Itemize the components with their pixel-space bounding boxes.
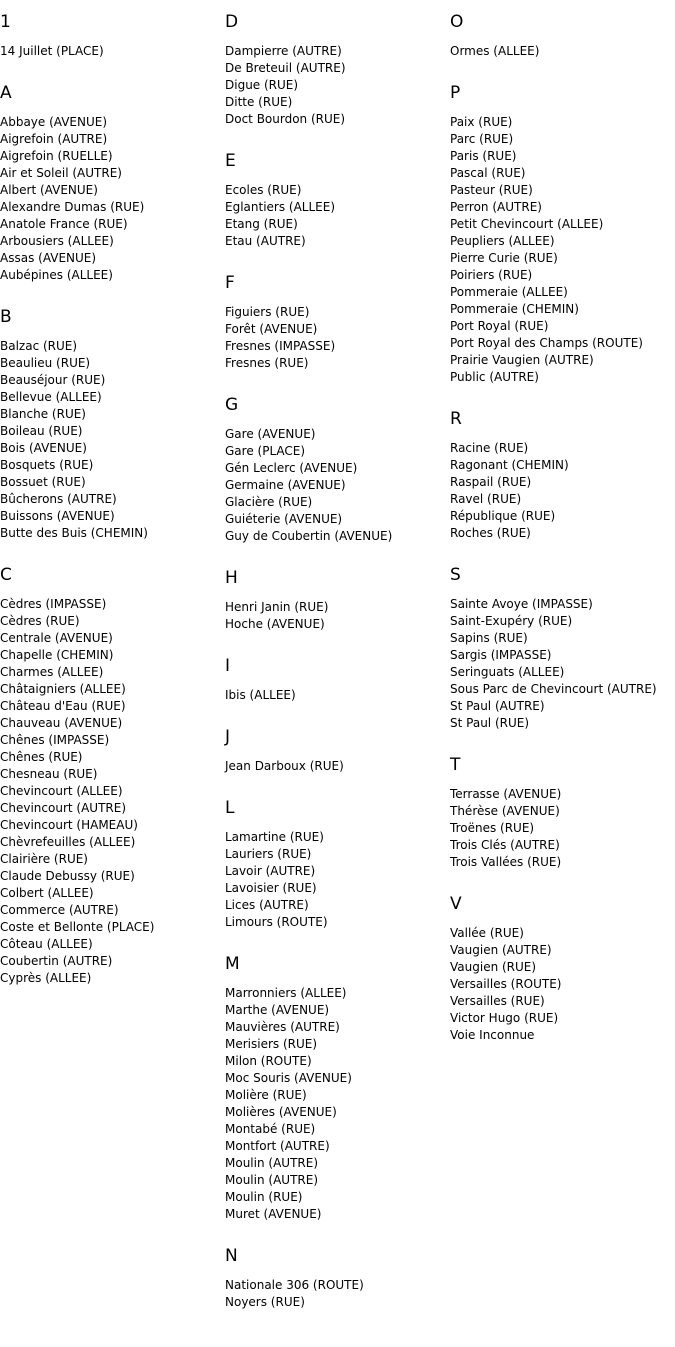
street-item: Gén Leclerc (AVENUE) [225,461,358,475]
street-item: Air et Soleil (AUTRE) [0,166,122,180]
street-item: Château d'Eau (RUE) [0,699,126,713]
street-item: Balzac (RUE) [0,339,78,353]
street-item: Vallée (RUE) [450,926,524,940]
street-item: Doct Bourdon (RUE) [225,112,346,126]
street-item: Chauveau (AVENUE) [0,716,123,730]
street-item: Alexandre Dumas (RUE) [0,200,145,214]
letter-group [225,12,450,128]
street-item: Molières (AVENUE) [225,1105,337,1119]
street-item: Figuiers (RUE) [225,305,310,319]
street-item: Victor Hugo (RUE) [450,1011,559,1025]
letter-heading: M [225,954,240,974]
street-item: Versailles (ROUTE) [450,977,562,991]
street-list [450,114,675,386]
street-item: Chevincourt (AUTRE) [0,801,127,815]
letter-heading: B [0,307,12,327]
street-item: Chevincourt (ALLEE) [0,784,123,798]
street-item: Aigrefoin (AUTRE) [0,132,108,146]
letter-group [225,727,450,775]
street-item: Beaulieu (RUE) [0,356,91,370]
street-item: Boileau (RUE) [0,424,83,438]
street-list [225,426,450,545]
street-item: Digue (RUE) [225,78,299,92]
street-item: Guiéterie (AVENUE) [225,512,343,526]
street-item: Côteau (ALLEE) [0,937,93,951]
street-item: Etang (RUE) [225,217,298,231]
letter-heading: S [450,565,461,585]
street-item: République (RUE) [450,509,556,523]
street-item: Voie Inconnue [450,1028,535,1042]
letter-group [450,894,675,1044]
street-item: 14 Juillet (PLACE) [0,44,104,58]
street-item: Germaine (AVENUE) [225,478,346,492]
street-item: Aubépines (ALLEE) [0,268,113,282]
letter-heading: L [225,798,235,818]
letter-group [450,755,675,871]
street-item: Bosquets (RUE) [0,458,94,472]
street-item: Ibis (ALLEE) [225,688,296,702]
street-item: Poiriers (RUE) [450,268,533,282]
street-item: Guy de Coubertin (AVENUE) [225,529,393,543]
street-item: Sargis (IMPASSE) [450,648,552,662]
street-item: Chesneau (RUE) [0,767,98,781]
street-item: Peupliers (ALLEE) [450,234,555,248]
street-item: Chênes (RUE) [0,750,83,764]
street-item: Eglantiers (ALLEE) [225,200,336,214]
letter-heading: H [225,568,238,588]
street-item: Jean Darboux (RUE) [225,759,344,773]
letter-group [450,565,675,732]
street-item: Troënes (RUE) [450,821,535,835]
street-item: Lamartine (RUE) [225,830,324,844]
street-item: Mauvières (AUTRE) [225,1020,340,1034]
street-item: Henri Janin (RUE) [225,600,329,614]
street-item: Lavoir (AUTRE) [225,864,316,878]
street-item: Pascal (RUE) [450,166,526,180]
street-item: Fresnes (IMPASSE) [225,339,336,353]
letter-group [450,409,675,542]
street-item: Terrasse (AVENUE) [450,787,562,801]
street-item: Pierre Curie (RUE) [450,251,558,265]
street-item: Bûcherons (AUTRE) [0,492,117,506]
street-item: Forêt (AVENUE) [225,322,318,336]
street-item: Milon (ROUTE) [225,1054,312,1068]
letter-group [450,83,675,386]
street-item: Nationale 306 (ROUTE) [225,1278,364,1292]
street-index-column-2 [225,0,450,1311]
letter-group [225,273,450,372]
letter-group [0,83,225,284]
street-item: Pommeraie (ALLEE) [450,285,568,299]
street-item: Ragonant (CHEMIN) [450,458,569,472]
street-item: Marronniers (ALLEE) [225,986,347,1000]
street-list [0,114,225,284]
letter-heading: N [225,1246,238,1266]
street-item: Aigrefoin (RUELLE) [0,149,113,163]
letter-group [225,954,450,1223]
street-item: De Breteuil (AUTRE) [225,61,346,75]
street-list [450,43,675,60]
street-item: Coste et Bellonte (PLACE) [0,920,155,934]
street-list [0,596,225,987]
street-item: Public (AUTRE) [450,370,539,384]
street-item: St Paul (RUE) [450,716,530,730]
street-list [450,596,675,732]
street-index-column-1 [0,0,225,987]
letter-heading: A [0,83,12,103]
street-item: Charmes (ALLEE) [0,665,104,679]
street-list [450,786,675,871]
street-item: Muret (AVENUE) [225,1207,322,1221]
street-item: Sapins (RUE) [450,631,528,645]
street-item: Merisiers (RUE) [225,1037,318,1051]
street-list [0,43,225,60]
street-item: Butte des Buis (CHEMIN) [0,526,148,540]
street-item: Hoche (AVENUE) [225,617,325,631]
street-list [225,43,450,128]
street-item: Bois (AVENUE) [0,441,87,455]
street-item: Etau (AUTRE) [225,234,306,248]
street-item: Chênes (IMPASSE) [0,733,110,747]
street-item: Arbousiers (ALLEE) [0,234,114,248]
street-list [225,985,450,1223]
letter-group [225,798,450,931]
letter-group [0,565,225,987]
street-item: Clairière (RUE) [0,852,88,866]
street-item: Ormes (ALLEE) [450,44,540,58]
street-item: Cèdres (RUE) [0,614,80,628]
street-item: Ravel (RUE) [450,492,522,506]
street-item: Raspail (RUE) [450,475,532,489]
street-item: Trois Vallées (RUE) [450,855,562,869]
letter-heading: V [450,894,462,914]
street-index-column-3 [450,0,675,1044]
street-item: Chevincourt (HAMEAU) [0,818,138,832]
street-item: Paix (RUE) [450,115,513,129]
street-item: Moulin (AUTRE) [225,1156,318,1170]
street-item: Centrale (AVENUE) [0,631,113,645]
letter-heading: O [450,12,464,32]
street-item: Versailles (RUE) [450,994,545,1008]
street-item: Sous Parc de Chevincourt (AUTRE) [450,682,657,696]
street-item: Pasteur (RUE) [450,183,533,197]
letter-group [225,1246,450,1311]
letter-group [225,568,450,633]
street-item: Prairie Vaugien (AUTRE) [450,353,594,367]
street-item: Pommeraie (CHEMIN) [450,302,579,316]
street-list [225,304,450,372]
street-list [450,925,675,1044]
street-item: Molière (RUE) [225,1088,307,1102]
street-list [225,829,450,931]
street-item: Cyprès (ALLEE) [0,971,92,985]
street-item: Assas (AVENUE) [0,251,97,265]
letter-heading: D [225,12,239,32]
street-item: Marthe (AVENUE) [225,1003,330,1017]
letter-heading: P [450,83,461,103]
letter-group [0,307,225,542]
street-item: Ecoles (RUE) [225,183,302,197]
letter-heading: J [225,727,231,747]
street-item: Roches (RUE) [450,526,531,540]
street-item: Vaugien (AUTRE) [450,943,552,957]
street-item: Thérèse (AVENUE) [450,804,560,818]
street-item: Châtaigniers (ALLEE) [0,682,126,696]
street-item: Vaugien (RUE) [450,960,537,974]
street-item: Anatole France (RUE) [0,217,128,231]
street-item: Saint-Exupéry (RUE) [450,614,573,628]
letter-group [450,12,675,60]
letter-heading: F [225,273,235,293]
street-item: Coubertin (AUTRE) [0,954,113,968]
street-item: Blanche (RUE) [0,407,86,421]
letter-heading: R [450,409,462,429]
street-list [450,440,675,542]
street-item: Montfort (AUTRE) [225,1139,330,1153]
street-item: Beauséjour (RUE) [0,373,106,387]
street-list [225,687,450,704]
street-item: Buissons (AVENUE) [0,509,115,523]
street-item: Lauriers (RUE) [225,847,312,861]
letter-heading: C [0,565,12,585]
street-item: Chèvrefeuilles (ALLEE) [0,835,136,849]
letter-heading: G [225,395,239,415]
street-item: Glacière (RUE) [225,495,313,509]
street-item: Claude Debussy (RUE) [0,869,135,883]
letter-group [225,395,450,545]
street-item: Commerce (AUTRE) [0,903,119,917]
letter-heading: E [225,151,236,171]
street-item: Cèdres (IMPASSE) [0,597,107,611]
street-item: Perron (AUTRE) [450,200,542,214]
street-item: Ditte (RUE) [225,95,293,109]
street-item: St Paul (AUTRE) [450,699,545,713]
street-item: Paris (RUE) [450,149,517,163]
street-item: Port Royal (RUE) [450,319,549,333]
street-item: Racine (RUE) [450,441,529,455]
street-item: Parc (RUE) [450,132,514,146]
street-item: Chapelle (CHEMIN) [0,648,114,662]
street-item: Lavoisier (RUE) [225,881,317,895]
letter-heading: T [450,755,461,775]
street-item: Moulin (RUE) [225,1190,303,1204]
street-list [225,599,450,633]
letter-heading: 1 [0,12,11,32]
letter-group [225,151,450,250]
street-item: Trois Clés (AUTRE) [450,838,560,852]
street-item: Moulin (AUTRE) [225,1173,318,1187]
street-list [225,758,450,775]
street-item: Seringuats (ALLEE) [450,665,565,679]
letter-group [0,12,225,60]
street-item: Bellevue (ALLEE) [0,390,102,404]
street-item: Bossuet (RUE) [0,475,86,489]
street-item: Dampierre (AUTRE) [225,44,342,58]
street-item: Gare (AVENUE) [225,427,316,441]
street-item: Abbaye (AVENUE) [0,115,108,129]
street-item: Gare (PLACE) [225,444,306,458]
street-list [0,338,225,542]
street-item: Montabé (RUE) [225,1122,316,1136]
street-item: Colbert (ALLEE) [0,886,94,900]
street-list [225,182,450,250]
letter-heading: I [225,656,231,676]
street-item: Noyers (RUE) [225,1295,305,1309]
street-item: Lices (AUTRE) [225,898,309,912]
street-item: Port Royal des Champs (ROUTE) [450,336,643,350]
street-item: Limours (ROUTE) [225,915,328,929]
letter-group [225,656,450,704]
street-item: Moc Souris (AVENUE) [225,1071,352,1085]
street-list [225,1277,450,1311]
street-item: Petit Chevincourt (ALLEE) [450,217,604,231]
street-item: Fresnes (RUE) [225,356,309,370]
street-item: Albert (AVENUE) [0,183,98,197]
street-item: Sainte Avoye (IMPASSE) [450,597,593,611]
